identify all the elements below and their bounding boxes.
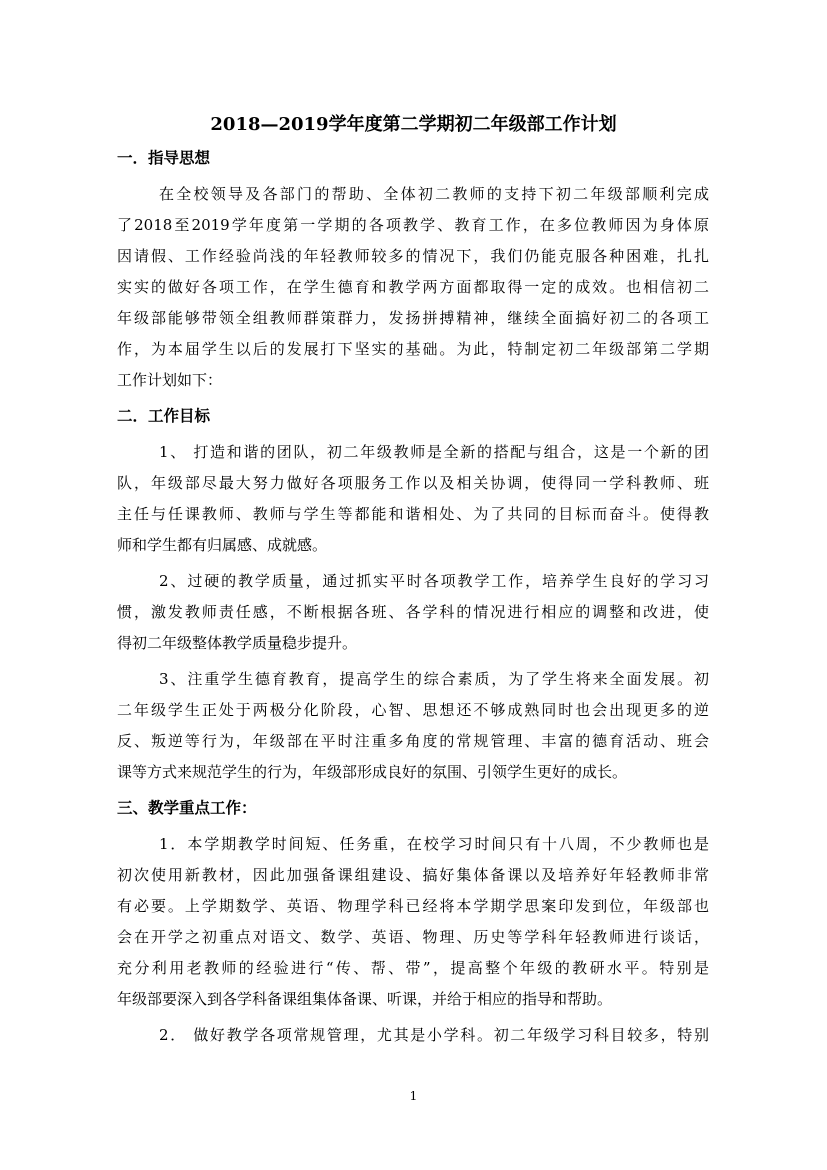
section-heading-guiding-thought: 一．指导思想 [117,148,211,167]
paragraph-line: 因请假、工作经验尚浅的年轻教师较多的情况下，我们仍能克服各种困难，扎扎 [117,247,709,265]
paragraph-line: 在全校领导及各部门的帮助、全体初二教师的支持下初二年级部顺利完成 [159,185,709,203]
paragraph-line: 3、注重学生德育教育，提高学生的综合素质，为了学生将来全面发展。初 [159,670,709,688]
section-heading-work-goals: 二．工作目标 [117,406,211,425]
paragraph-line: 年级部能够带领全组教师群策群力，发扬拼搏精神，继续全面搞好初二的各项工 [117,309,709,327]
paragraph-line: 1．本学期教学时间短、任务重，在校学习时间只有十八周，不少教师也是 [159,835,709,853]
paragraph-line: 惯，激发教师责任感，不断根据各班、各学科的情况进行相应的调整和改进，使 [117,603,709,621]
paragraph-line: 实实的做好各项工作，在学生德育和教学两方面都取得一定的成效。也相信初二 [117,278,709,296]
paragraph-line: 二年级学生正处于两极分化阶段，心智、思想还不够成熟同时也会出现更多的逆 [117,701,709,719]
paragraph-line: 反、叛逆等行为，年级部在平时注重多角度的常规管理、丰富的德育活动、班会 [117,732,709,750]
paragraph-line: 主任与任课教师、教师与学生等都能和谐相处、为了共同的目标而奋斗。使得教 [117,505,709,523]
document-title: 2018—2019学年度第二学期初二年级部工作计划 [210,114,617,135]
paragraph-line: 1、 打造和谐的团队，初二年级教师是全新的搭配与组合，这是一个新的团 [159,443,709,461]
paragraph-line: 作，为本届学生以后的发展打下坚实的基础。为此，特制定初二年级部第二学期 [117,340,709,358]
section-heading-teaching-priorities: 三、教学重点工作： [117,798,257,817]
paragraph-line: 2． 做好教学各项常规管理，尤其是小学科。初二年级学习科目较多，特别 [159,1026,709,1044]
paragraph-line: 有必要。上学期数学、英语、物理学科已经将本学期学思案印发到位，年级部也 [117,897,709,915]
paragraph-line: 年级部要深入到各学科备课组集体备课、听课，并给于相应的指导和帮助。 [117,990,613,1008]
paragraph-line: 会在开学之初重点对语文、数学、英语、物理、历史等学科年轻教师进行谈话， [117,928,709,946]
page-number: 1 [409,1089,418,1103]
paragraph-line: 工作计划如下： [117,371,223,389]
paragraph-line: 队，年级部尽最大努力做好各项服务工作以及相关协调，使得同一学科教师、班 [117,474,709,492]
paragraph-line: 了2018至2019学年度第一学期的各项教学、教育工作，在多位教师因为身体原 [117,216,709,234]
paragraph-line: 课等方式来规范学生的行为，年级部形成良好的氛围、引领学生更好的成长。 [117,763,628,781]
paragraph-line: 2、过硬的教学质量，通过抓实平时各项教学工作，培养学生良好的学习习 [159,572,709,590]
paragraph-line: 得初二年级整体教学质量稳步提升。 [117,634,358,652]
paragraph-line: 师和学生都有归属感、成就感。 [117,536,328,554]
paragraph-line: 初次使用新教材，因此加强备课组建设、搞好集体备课以及培养好年轻教师非常 [117,866,709,884]
paragraph-line: 充分利用老教师的经验进行“传、帮、带”，提高整个年级的教研水平。特别是 [117,959,709,977]
